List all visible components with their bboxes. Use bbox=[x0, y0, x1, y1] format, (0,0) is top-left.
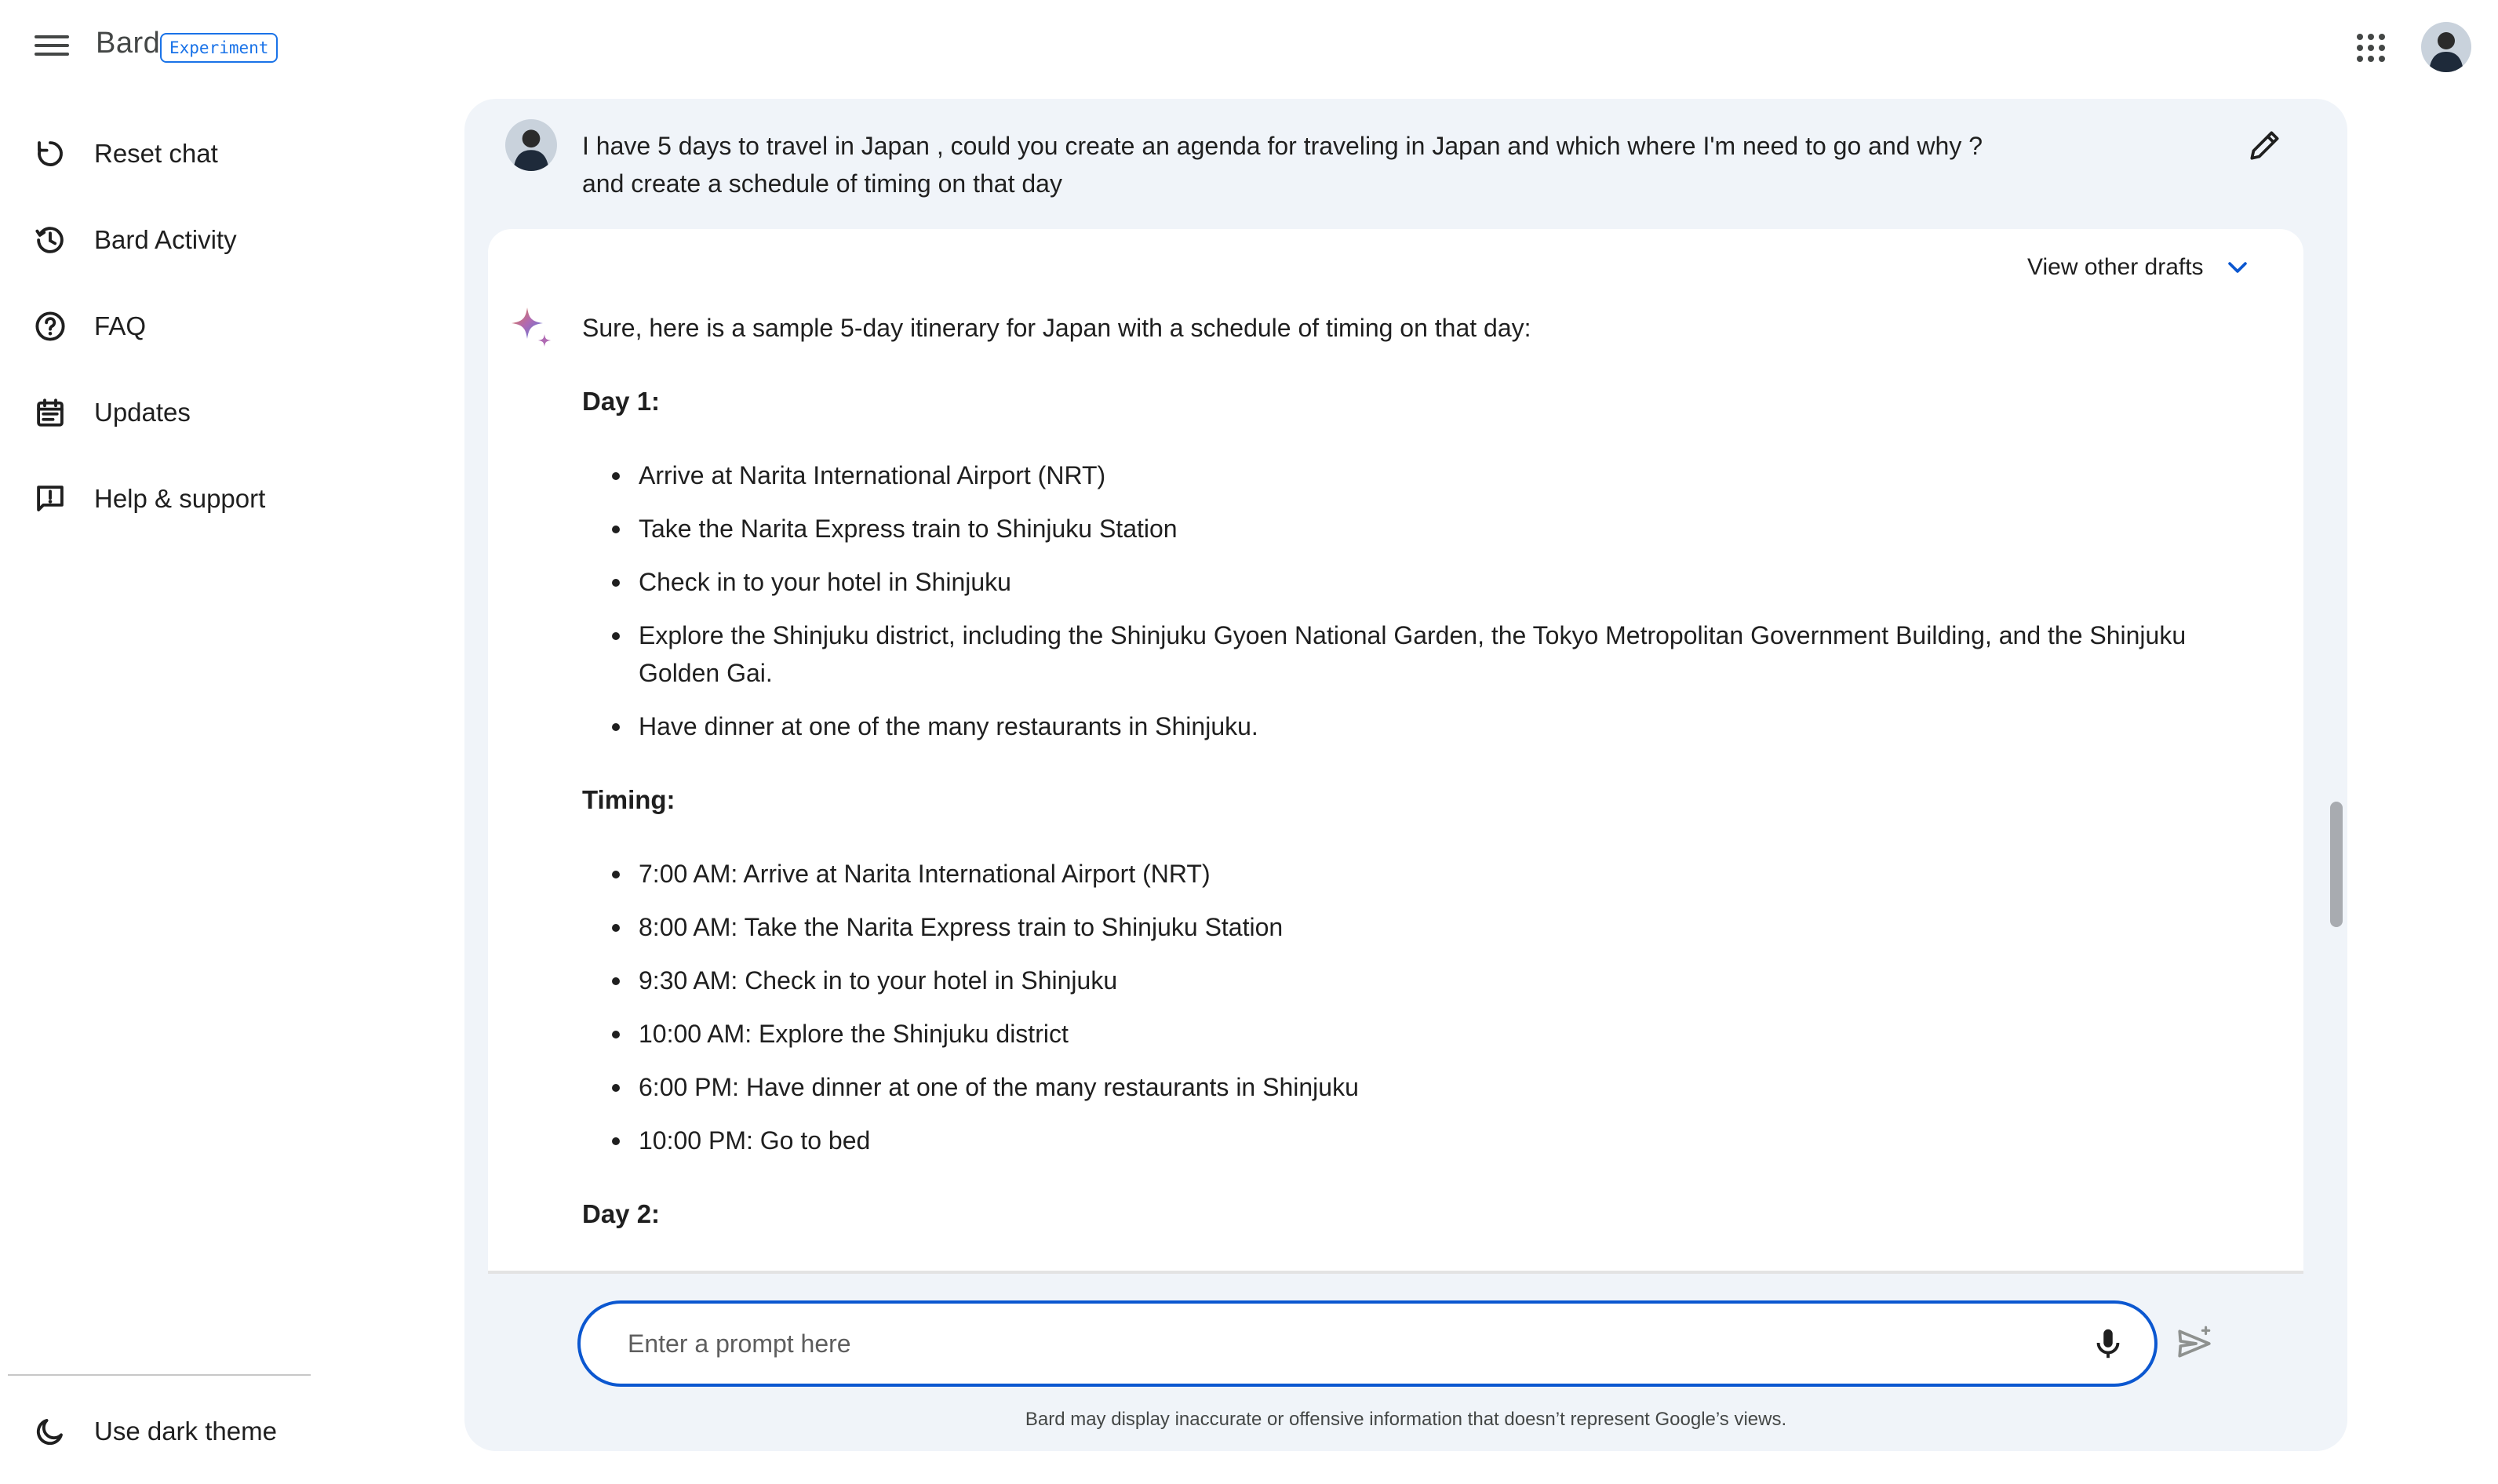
avatar-image bbox=[2421, 22, 2471, 72]
day1-list bbox=[582, 456, 2214, 745]
list-item: 7:00 AM: Arrive at Narita International Airport (NRT) bbox=[582, 855, 2214, 893]
list-item: Arrive at Narita International Airport (NRT) bbox=[582, 456, 2214, 494]
list-item: Have dinner at one of the many restaurants in Shinjuku. bbox=[582, 707, 2214, 745]
list-item: Check in to your hotel in Shinjuku bbox=[582, 563, 2214, 601]
user-prompt bbox=[582, 127, 2151, 202]
list-item: 6:00 PM: Have dinner at one of the many restaurants in Shinjuku bbox=[582, 1068, 2214, 1106]
sidebar-item-label: Bard Activity bbox=[94, 225, 237, 254]
help-circle-icon bbox=[31, 307, 69, 345]
list-item: 10:00 PM: Go to bed bbox=[582, 1122, 2214, 1159]
sidebar-item-bard-activity[interactable] bbox=[31, 216, 237, 264]
list-item: 10:00 AM: Explore the Shinjuku district bbox=[582, 1015, 2214, 1053]
day2-heading: Day 2: bbox=[582, 1199, 661, 1228]
history-icon bbox=[31, 221, 69, 259]
sidebar-divider bbox=[8, 1374, 311, 1376]
list-item: Explore the Shinjuku district, including the Shinjuku Gyoen National Garden, the Tokyo Metropolitan Government Building, and the Shinjuku Golden Gai. bbox=[582, 617, 2214, 692]
response-card-bottom-edge bbox=[488, 1271, 2303, 1274]
chevron-down-icon bbox=[2224, 254, 2251, 281]
view-drafts-label: View other drafts bbox=[2027, 254, 2204, 280]
list-item: Take the Narita Express train to Shinjuku Station bbox=[582, 510, 2214, 547]
user-prompt-line: and create a schedule of timing on that day bbox=[582, 169, 1062, 198]
sidebar-item-label: Help & support bbox=[94, 484, 266, 513]
sidebar-item-label: FAQ bbox=[94, 311, 147, 340]
sidebar-item-label: Updates bbox=[94, 398, 191, 427]
response-intro: Sure, here is a sample 5-day itinerary for Japan with a schedule of timing on that day: bbox=[582, 314, 1531, 342]
list-item: 8:00 AM: Take the Narita Express train to Shinjuku Station bbox=[582, 908, 2214, 946]
sidebar-item-reset-chat[interactable] bbox=[31, 130, 218, 177]
dark-theme-toggle[interactable] bbox=[31, 1408, 277, 1455]
app-logo[interactable]: Bard bbox=[96, 27, 161, 60]
send-button[interactable] bbox=[2175, 1324, 2214, 1363]
dark-theme-label: Use dark theme bbox=[94, 1417, 277, 1446]
view-drafts-button[interactable] bbox=[2027, 249, 2251, 286]
sidebar-item-help-support[interactable] bbox=[31, 475, 265, 522]
chat-scrollbar-thumb[interactable] bbox=[2330, 802, 2343, 927]
sidebar-item-label: Reset chat bbox=[94, 139, 218, 168]
day1-heading: Day 1: bbox=[582, 387, 661, 416]
bard-sparkle-icon bbox=[510, 306, 555, 351]
moon-icon bbox=[31, 1413, 69, 1450]
main-menu-button[interactable] bbox=[33, 30, 71, 64]
microphone-icon bbox=[2090, 1326, 2126, 1362]
sidebar-item-faq[interactable] bbox=[31, 303, 146, 350]
response-body bbox=[582, 309, 2214, 1269]
experiment-badge: Experiment bbox=[160, 33, 278, 63]
list-item: 9:30 AM: Check in to your hotel in Shinjuku bbox=[582, 962, 2214, 999]
account-avatar[interactable] bbox=[2421, 22, 2471, 72]
user-avatar bbox=[505, 119, 557, 171]
timing-list bbox=[582, 855, 2214, 1159]
google-apps-button[interactable] bbox=[2357, 34, 2385, 62]
calendar-icon bbox=[31, 394, 69, 431]
disclaimer-text: Bard may display inaccurate or offensive information that doesn’t represent Google’s views. bbox=[1025, 1409, 1787, 1430]
voice-input-button[interactable] bbox=[2090, 1326, 2126, 1362]
sidebar-item-updates[interactable] bbox=[31, 389, 191, 436]
timing-heading: Timing: bbox=[582, 785, 675, 814]
edit-prompt-button[interactable] bbox=[2245, 125, 2285, 165]
prompt-input[interactable] bbox=[628, 1326, 2040, 1362]
feedback-icon bbox=[31, 480, 69, 518]
pencil-icon bbox=[2245, 125, 2285, 165]
send-icon bbox=[2175, 1324, 2214, 1363]
user-prompt-line: I have 5 days to travel in Japan , could you create an agenda for traveling in Japan and which where I'm need to go and why ? bbox=[582, 132, 1983, 160]
reset-icon bbox=[31, 135, 69, 173]
